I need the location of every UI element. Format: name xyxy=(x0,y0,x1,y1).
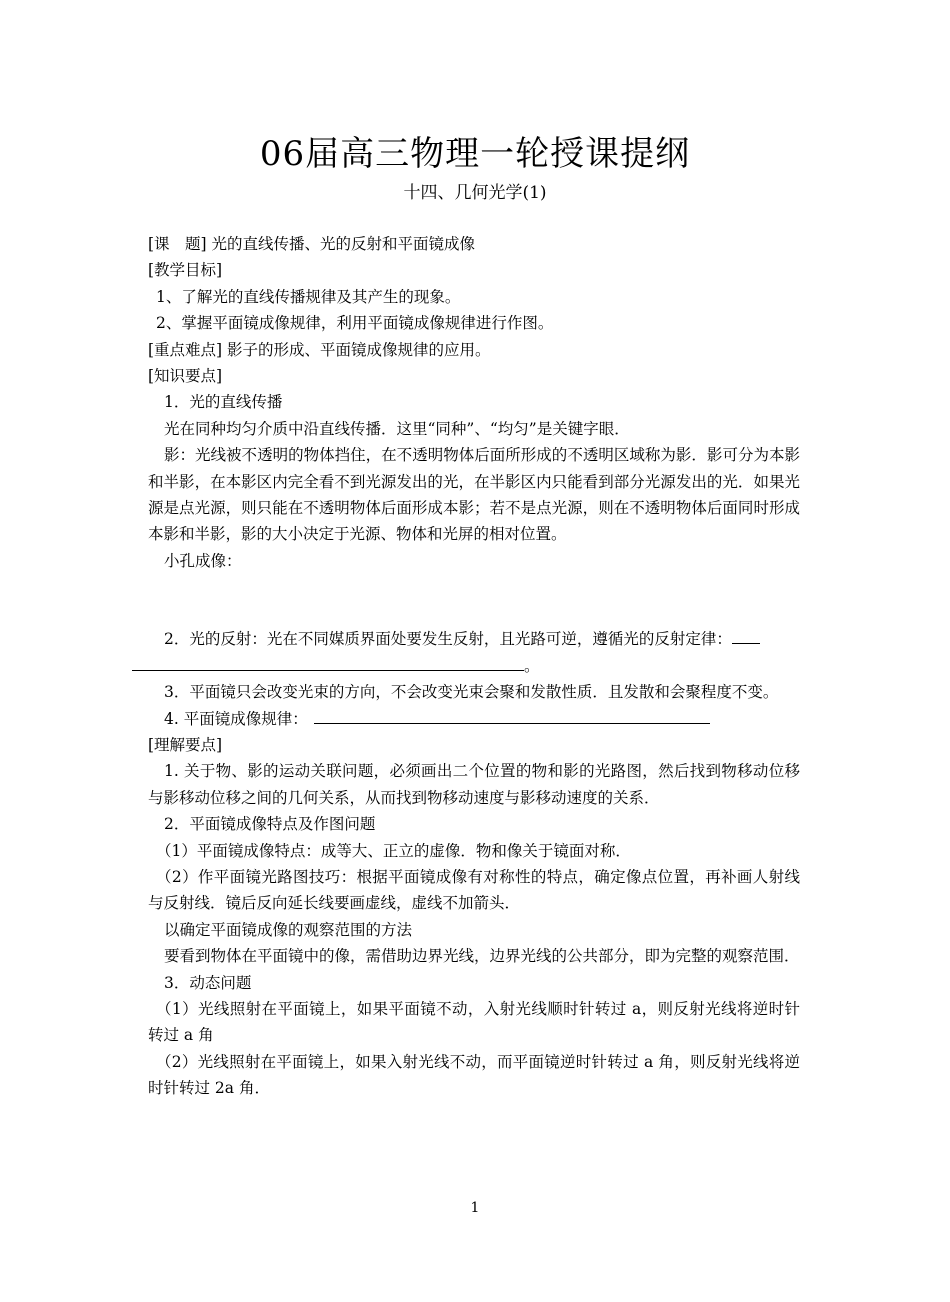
blank-space xyxy=(148,574,800,626)
understand-heading: [理解要点] xyxy=(148,735,223,754)
knowledge-4-text: 4. 平面镜成像规律： xyxy=(164,709,308,728)
topic-line: [课 题] 光的直线传播、光的反射和平面镜成像 xyxy=(148,235,476,253)
understand-2-item-2: （2）作平面镜光路图技巧：根据平面镜成像有对称性的特点，确定像点位置，再补画人射线与反射线．镜后反向延长线要画虚线，虚线不加箭头． xyxy=(148,867,800,913)
document-title: 06届高三物理一轮授课提纲 xyxy=(259,134,691,174)
understand-2-title: 2．平面镜成像特点及作图问题 xyxy=(164,815,376,834)
understand-2-item-3: 以确定平面镜成像的观察范围的方法 xyxy=(164,920,413,939)
goals-heading: [教学目标] xyxy=(148,261,223,280)
document-subtitle: 十四、几何光学(1) xyxy=(403,183,547,203)
understand-3-title: 3．动态问题 xyxy=(164,973,252,992)
understand-1: 1. 关于物、影的运动关联问题，必须画出二个位置的物和影的光路图，然后找到物移动位移与影移动位移之间的几何关系，从而找到物移动速度与影移动速度的关系． xyxy=(148,762,800,807)
goal-1: 1、了解光的直线传播规律及其产生的现象。 xyxy=(156,287,461,306)
understand-2-item-4: 要看到物体在平面镜中的像，需借助边界光线，边界光线的公共部分，即为完整的观察范围． xyxy=(164,947,800,966)
goal-2: 2、掌握平面镜成像规律，利用平面镜成像规律进行作图。 xyxy=(156,314,554,333)
knowledge-3: 3．平面镜只会改变光束的方向，不会改变光束会聚和发散性质．且发散和会聚程度不变。 xyxy=(164,683,779,702)
knowledge-2 xyxy=(148,626,800,679)
knowledge-1-title: 1．光的直线传播 xyxy=(164,393,283,412)
fill-blank-line xyxy=(314,709,710,724)
knowledge-1-para-3: 小孔成像： xyxy=(164,551,242,570)
knowledge-4 xyxy=(148,706,800,732)
understand-3-item-1: （1）光线照射在平面镜上，如果平面镜不动，入射光线顺时针转过 a，则反射光线将逆时针转过 a 角 xyxy=(148,999,800,1045)
fill-blank-line xyxy=(132,656,524,671)
knowledge-1-para-1: 光在同种均匀介质中沿直线传播．这里“同种”、“均匀”是关键字眼． xyxy=(164,419,630,438)
knowledge-2-end: 。 xyxy=(524,656,540,675)
knowledge-2-text: 2．光的反射：光在不同媒质界面处要发生反射，且光路可逆，遵循光的反射定律： xyxy=(164,630,732,649)
understand-3-item-2: （2）光线照射在平面镜上，如果入射光线不动，而平面镜逆时针转过 a 角，则反射光线将逆时针转过 2a 角． xyxy=(148,1052,800,1098)
key-points: [重点难点] 影子的形成、平面镜成像规律的应用。 xyxy=(148,340,491,359)
knowledge-1-para-2: 影：光线被不透明的物体挡住，在不透明物体后面所形成的不透明区域称为影．影可分为本影和半影，在本影区内完全看不到光源发出的光，在半影区内只能看到部分光源发出的光．如果光源是点光源，则只能在不透明物体后面形成本影；若不是点光源，则在不透明物体后面同时形成本影和半影，影的大小决定于光源、物体和光屏的相对位置。 xyxy=(148,446,800,544)
fill-blank-line xyxy=(732,629,760,644)
page-number: 1 xyxy=(470,1200,480,1216)
document-body xyxy=(148,231,800,1102)
knowledge-heading: [知识要点] xyxy=(148,367,223,386)
understand-2-item-1: （1）平面镜成像特点：成等大、正立的虚像．物和像关于镜面对称． xyxy=(156,841,631,860)
